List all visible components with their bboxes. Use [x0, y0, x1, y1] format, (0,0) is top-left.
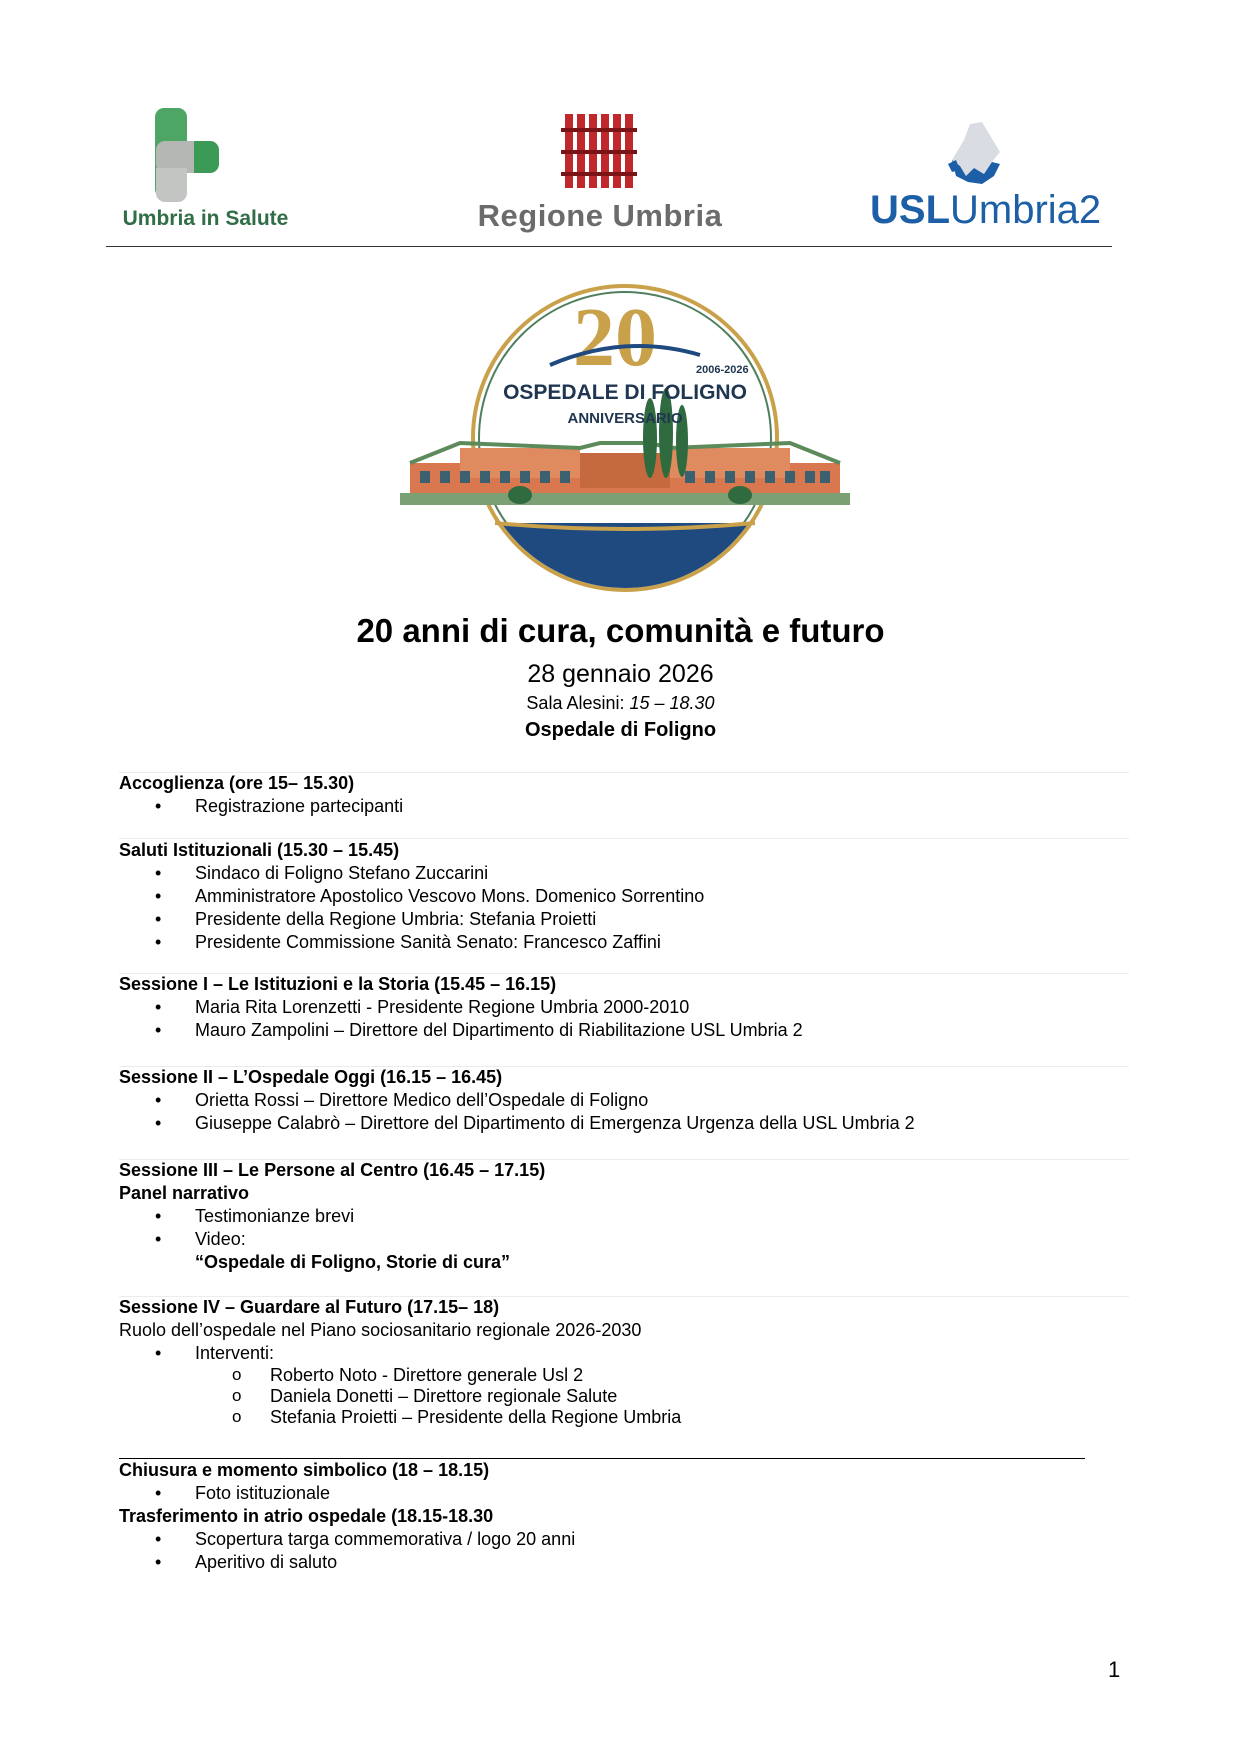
bullet-list	[119, 996, 1129, 1042]
event-venue: Ospedale di Foligno	[524, 719, 717, 741]
list-item: • Video:	[119, 1228, 1129, 1251]
bullet-list	[119, 1089, 1129, 1135]
agenda-chiusura	[119, 1459, 1129, 1574]
agenda-sessione4	[119, 1296, 1129, 1428]
agenda-sessione3	[119, 1159, 1129, 1274]
section-title: Sessione I – Le Istituzioni e la Storia (15.45 – 16.15)	[119, 974, 557, 994]
list-item: • Amministratore Apostolico Vescovo Mons. Domenico Sorrentino	[119, 885, 1129, 908]
section-title: Sessione III – Le Persone al Centro (16.45 – 17.15)	[119, 1160, 546, 1180]
bullet-list	[119, 862, 1129, 954]
agenda-accoglienza	[119, 772, 1129, 818]
bullet-list	[119, 1205, 1129, 1251]
bullet-list	[119, 1528, 1129, 1574]
section-subtitle: Panel narrativo	[119, 1183, 250, 1203]
list-item: • Presidente della Regione Umbria: Stefania Proietti	[119, 908, 1129, 931]
section-title: Sessione IV – Guardare al Futuro (17.15– 18)	[119, 1297, 500, 1317]
regione-coat-of-arms-icon	[455, 110, 745, 200]
section-title: Trasferimento in atrio ospedale (18.15-18.30	[119, 1506, 494, 1526]
agenda-sessione1	[119, 973, 1129, 1042]
list-item: • Mauro Zampolini – Direttore del Dipartimento di Riabilitazione USL Umbria 2	[119, 1019, 1129, 1042]
usl-text: USL	[870, 188, 950, 232]
list-item: • Orietta Rossi – Direttore Medico dell’Ospedale di Foligno	[119, 1089, 1129, 1112]
page-number: 1	[1108, 1657, 1121, 1682]
sub-list-item: o Daniela Donetti – Direttore regionale Salute	[119, 1386, 1129, 1407]
emblem-name: OSPEDALE DI FOLIGNO	[503, 381, 747, 404]
emblem-subtitle: ANNIVERSARIO	[567, 410, 683, 427]
section-title: Chiusura e momento simbolico (18 – 18.15)	[119, 1460, 490, 1480]
sub-list-item: o Roberto Noto - Direttore generale Usl 2	[119, 1365, 1129, 1386]
usl-umbria2-logo	[870, 118, 1102, 238]
list-item: • Maria Rita Lorenzetti - Presidente Regione Umbria 2000-2010	[119, 996, 1129, 1019]
sub-list-item: o Stefania Proietti – Presidente della Regione Umbria	[119, 1407, 1129, 1428]
event-room	[0, 693, 1241, 714]
list-item: • Sindaco di Foligno Stefano Zuccarini	[119, 862, 1129, 885]
umbria-in-salute-logo	[118, 104, 293, 239]
event-title: 20 anni di cura, comunità e futuro	[356, 612, 885, 649]
cross-icon-bottom	[156, 168, 187, 202]
emblem-years: 2006-2026	[696, 364, 749, 376]
bullet-list	[119, 1342, 1129, 1365]
section-title: Accoglienza (ore 15– 15.30)	[119, 773, 355, 793]
list-item: • Testimonianze brevi	[119, 1205, 1129, 1228]
list-item: • Registrazione partecipanti	[119, 795, 1129, 818]
list-item: • Giuseppe Calabrò – Direttore del Dipartimento di Emergenza Urgenza della USL Umbria 2	[119, 1112, 1129, 1135]
list-item: • Foto istituzionale	[119, 1482, 1129, 1505]
umbria-map-icon	[870, 118, 1090, 190]
list-item: • Presidente Commissione Sanità Senato: Francesco Zaffini	[119, 931, 1129, 954]
list-item: • Interventi:	[119, 1342, 1129, 1365]
regione-umbria-logo	[455, 110, 745, 240]
anniversary-emblem	[400, 273, 850, 603]
regione-umbria-label: Regione Umbria	[477, 198, 723, 233]
emblem-number: 20	[573, 291, 657, 384]
list-item: • Scopertura targa commemorativa / logo 20 anni	[119, 1528, 1129, 1551]
umbria2-text: Umbria2	[950, 188, 1102, 232]
header-divider	[106, 246, 1112, 247]
hospital-emblem-icon	[400, 273, 850, 603]
sub-bullet-list	[119, 1365, 1129, 1428]
umbria-in-salute-label: Umbria in Salute	[122, 207, 289, 230]
section-description: Ruolo dell’ospedale nel Piano sociosanitario regionale 2026-2030	[119, 1320, 642, 1340]
section-title: Saluti Istituzionali (15.30 – 15.45)	[119, 840, 400, 860]
section-title: Sessione II – L’Ospedale Oggi (16.15 – 16.45)	[119, 1067, 503, 1087]
usl-umbria2-label	[870, 188, 1102, 233]
bullet-list	[119, 1482, 1129, 1505]
agenda-sessione2	[119, 1066, 1129, 1135]
agenda-saluti	[119, 839, 1129, 954]
list-item: • Aperitivo di saluto	[119, 1551, 1129, 1574]
event-date: 28 gennaio 2026	[527, 660, 714, 688]
bullet-list	[119, 795, 1129, 818]
video-title: “Ospedale di Foligno, Storie di cura”	[195, 1252, 511, 1272]
room-label: Sala Alesini:	[526, 693, 630, 713]
room-time: 15 – 18.30	[629, 693, 715, 713]
